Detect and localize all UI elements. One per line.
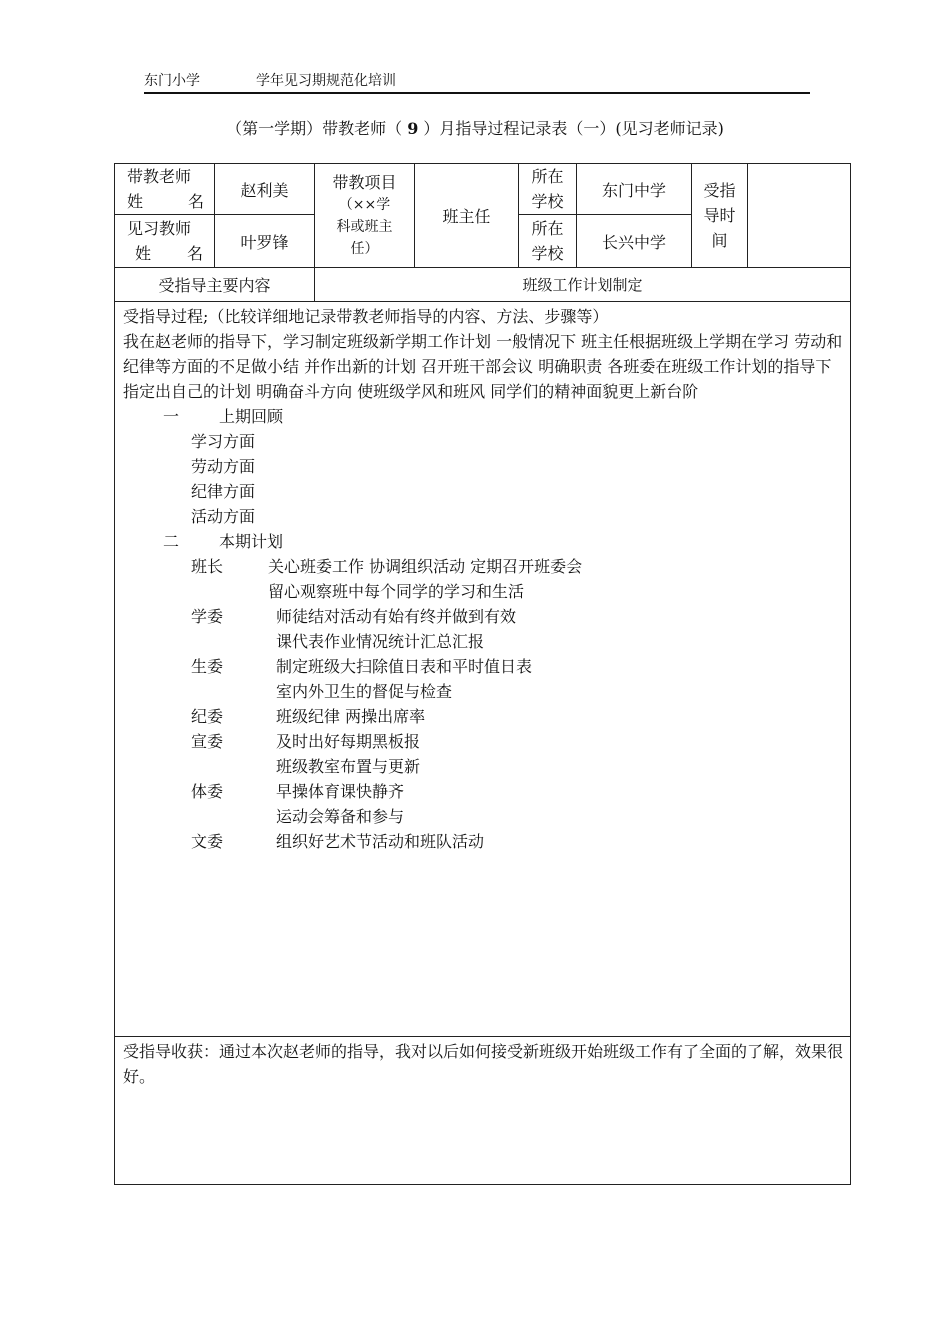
- title-prefix: （第一学期）带教老师（: [226, 119, 403, 138]
- role-name: 体委: [191, 782, 224, 801]
- list-item: 纪律方面: [191, 482, 256, 501]
- role-row: [123, 579, 844, 604]
- role-duty: 留心观察班中每个同学的学习和生活: [268, 582, 525, 601]
- guidance-record-table: [114, 163, 851, 1185]
- header-school: 东门小学: [144, 73, 200, 89]
- role-row: [123, 754, 844, 779]
- trainee-name-label: 见习教师 姓 名: [115, 215, 215, 268]
- role-row: [123, 554, 844, 579]
- role-duty: 制定班级大扫除值日表和平时值日表: [276, 657, 533, 676]
- role-row: [123, 629, 844, 654]
- role-duty: 班级教室布置与更新: [276, 757, 421, 776]
- role-row: [123, 829, 844, 854]
- trainee-name-value: 叶罗锋: [215, 215, 315, 268]
- guidance-time-value: [748, 164, 851, 268]
- section-plan-heading: 二 本期计划: [163, 532, 284, 551]
- role-row: [123, 654, 844, 679]
- trainee-school-value: 长兴中学: [577, 215, 692, 268]
- mentor-name-label: 带教老师 姓 名: [115, 164, 215, 215]
- role-name: 学委: [191, 607, 224, 626]
- role-duty: 及时出好每期黑板报: [276, 732, 421, 751]
- role-row: [123, 604, 844, 629]
- guidance-process-section: [115, 302, 851, 1037]
- role-duty: 班级纪律 两操出席率: [276, 707, 426, 726]
- role-name: 纪委: [191, 707, 224, 726]
- main-content-value: 班级工作计划制定: [315, 268, 851, 302]
- guidance-gain-section: [115, 1037, 851, 1185]
- page-header: [144, 68, 810, 94]
- role-name: 生委: [191, 657, 224, 676]
- gain-text: 受指导收获：通过本次赵老师的指导，我对以后如何接受新班级开始班级工作有了全面的了解，效果很好。: [123, 1042, 844, 1086]
- role-duty: 关心班委工作 协调组织活动 定期召开班委会: [268, 557, 583, 576]
- main-content-label: 受指导主要内容: [115, 268, 315, 302]
- role-row: [123, 729, 844, 754]
- role-duty: 课代表作业情况统计汇总汇报: [276, 632, 485, 651]
- role-name: 文委: [191, 832, 224, 851]
- trainee-school-label: 所在 学校: [519, 215, 577, 268]
- role-duty: 运动会筹备和参与: [276, 807, 405, 826]
- section-review-heading: 一 上期回顾: [163, 407, 284, 426]
- process-paragraph: 我在赵老师的指导下，学习制定班级新学期工作计划 一般情况下 班主任根据班级上学期在学习 劳动和纪律等方面的不足做小结 并作出新的计划 召开班干部会议 明确职责 各班委在班级工作计划的指导下指定出自己的计划 明确奋斗方向 使班级学风和班风 同学们的精神面貌更上新台阶: [123, 332, 843, 401]
- mentor-school-value: 东门中学: [577, 164, 692, 215]
- project-label: 带教项目 （××学 科或班主 任）: [315, 164, 415, 268]
- role-row: [123, 779, 844, 804]
- role-name: 宣委: [191, 732, 224, 751]
- role-row: [123, 679, 844, 704]
- mentor-name-value: 赵利美: [215, 164, 315, 215]
- process-heading: 受指导过程;（比较详细地记录带教老师指导的内容、方法、步骤等）: [123, 307, 609, 326]
- page-title: [0, 116, 950, 139]
- role-row: [123, 704, 844, 729]
- title-suffix: ）月指导过程记录表（一）(见习老师记录): [423, 119, 724, 138]
- header-program: 学年见习期规范化培训: [256, 73, 396, 89]
- guidance-time-label: 受指 导时 间: [692, 164, 748, 268]
- role-name: 班长: [191, 557, 224, 576]
- list-item: 活动方面: [191, 507, 256, 526]
- list-item: 学习方面: [191, 432, 256, 451]
- role-row: [123, 804, 844, 829]
- role-duty: 师徒结对活动有始有终并做到有效: [276, 607, 517, 626]
- project-value: 班主任: [415, 164, 519, 268]
- role-duty: 组织好艺术节活动和班队活动: [276, 832, 485, 851]
- mentor-school-label: 所在 学校: [519, 164, 577, 215]
- role-duty: 室内外卫生的督促与检查: [276, 682, 453, 701]
- title-month: 9: [407, 119, 419, 138]
- role-duty: 早操体育课快静齐: [276, 782, 405, 801]
- list-item: 劳动方面: [191, 457, 256, 476]
